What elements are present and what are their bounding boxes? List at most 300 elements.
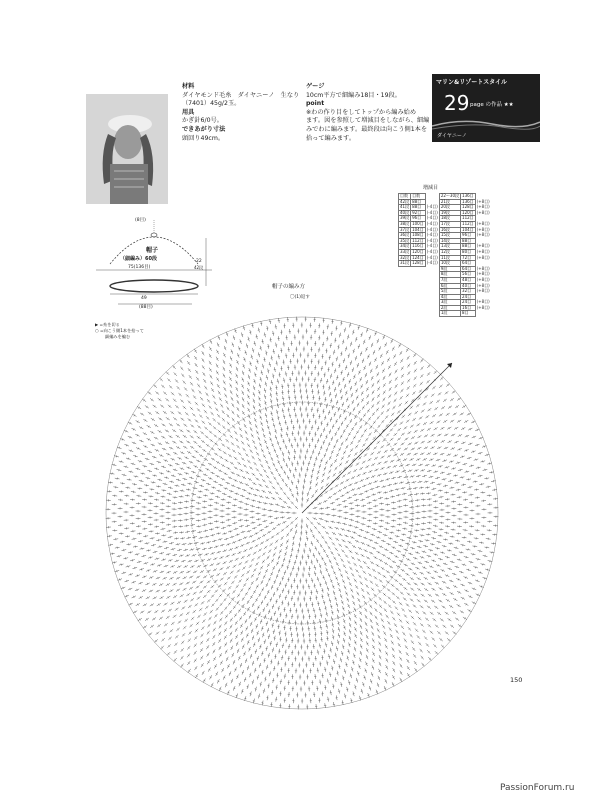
stitch-mark bbox=[274, 369, 276, 370]
table-cell: (+8目) bbox=[476, 282, 490, 288]
stitch-mark bbox=[399, 651, 401, 652]
stitch-mark bbox=[346, 572, 348, 573]
table-cell: (+8目) bbox=[476, 288, 490, 294]
table-cell: 34段 bbox=[400, 243, 410, 249]
stitch-mark bbox=[383, 399, 385, 401]
stitch-mark bbox=[227, 567, 228, 569]
stitch-mark bbox=[283, 416, 285, 417]
table-cell: 100目 bbox=[412, 220, 424, 226]
stitch-mark bbox=[281, 537, 283, 538]
chart-start-label: 〇(1)返す bbox=[290, 295, 310, 300]
table-cell: 80目 bbox=[461, 249, 476, 255]
table-cell: (-4目) bbox=[426, 243, 438, 249]
stitch-mark bbox=[306, 538, 308, 539]
stitch-mark bbox=[185, 424, 186, 426]
stitch-mark bbox=[212, 492, 213, 494]
stitch-mark bbox=[276, 492, 277, 494]
series-number: 29 bbox=[444, 91, 470, 115]
stitch-mark bbox=[419, 589, 420, 591]
table-cell: 6段 bbox=[439, 283, 460, 289]
stitch-mark bbox=[261, 567, 263, 568]
stitch-mark bbox=[312, 496, 314, 497]
stitch-mark bbox=[195, 441, 196, 443]
stitch-mark bbox=[361, 468, 362, 470]
stitch-mark bbox=[393, 656, 395, 657]
stitch-mark bbox=[438, 613, 439, 615]
stitch-mark bbox=[267, 371, 269, 372]
stitch-mark bbox=[256, 545, 257, 547]
stitch-mark bbox=[382, 406, 384, 407]
stitch-mark bbox=[401, 383, 403, 384]
table-cell: 31段 bbox=[400, 260, 410, 266]
stitch-mark bbox=[415, 594, 417, 596]
stitch-mark bbox=[136, 475, 137, 477]
stitch-mark bbox=[370, 606, 372, 607]
stitch-mark bbox=[276, 517, 277, 519]
stitch-mark bbox=[216, 453, 217, 455]
table-cell: 33段 bbox=[400, 248, 410, 254]
stitch-mark bbox=[421, 487, 422, 489]
stitch-mark bbox=[218, 392, 220, 393]
table-cell: 24目 bbox=[461, 294, 476, 300]
stitch-mark bbox=[405, 588, 407, 590]
stitch-mark bbox=[241, 470, 242, 472]
hat-bottom-label: 49 bbox=[141, 296, 147, 301]
stitch-mark bbox=[142, 548, 143, 550]
stitch-mark bbox=[275, 548, 277, 549]
table-cell: 136目 bbox=[462, 193, 474, 198]
stitch-mark bbox=[188, 488, 189, 490]
stitch-mark bbox=[218, 563, 219, 565]
stitch-mark bbox=[268, 467, 270, 468]
stitch-mark bbox=[375, 457, 376, 459]
table-cell: 88目 bbox=[461, 244, 476, 250]
stitch-mark bbox=[368, 525, 369, 527]
stitch-mark bbox=[273, 351, 275, 352]
stitch-mark bbox=[318, 523, 319, 525]
stitch-mark bbox=[198, 576, 199, 578]
legend-back-loop-2: 細編みを編む bbox=[105, 334, 131, 339]
table-cell: 11段 bbox=[439, 255, 460, 261]
stitch-mark bbox=[230, 496, 231, 498]
stitch-mark bbox=[356, 552, 357, 554]
gauge-text: 10cm平方で細編み18目・19段。 bbox=[306, 91, 401, 99]
stitch-mark bbox=[335, 655, 337, 656]
stitch-mark bbox=[226, 460, 227, 462]
table-cell: 35段 bbox=[400, 237, 410, 243]
stitch-mark bbox=[390, 566, 391, 568]
table-cell: 108目 bbox=[412, 232, 424, 238]
stitch-mark bbox=[344, 487, 345, 489]
materials-amount: （7401）45g/2玉。 bbox=[182, 100, 241, 108]
stitch-mark bbox=[323, 393, 325, 394]
stitch-mark bbox=[378, 395, 380, 396]
stitch-mark bbox=[176, 608, 177, 610]
stitch-mark bbox=[265, 353, 267, 354]
stitch-mark bbox=[395, 454, 396, 456]
stitch-mark bbox=[395, 378, 397, 379]
tools-heading: 用具 bbox=[182, 108, 195, 116]
stitch-mark bbox=[427, 539, 428, 541]
stitch-mark bbox=[251, 582, 253, 583]
stitch-mark bbox=[235, 498, 236, 500]
stitch-mark bbox=[397, 638, 399, 639]
stitch-mark bbox=[354, 437, 356, 438]
stitch-mark bbox=[177, 485, 178, 487]
stitch-mark bbox=[205, 387, 207, 388]
stitch-mark bbox=[274, 638, 276, 639]
stitch-mark bbox=[325, 620, 327, 621]
stitch-mark bbox=[445, 485, 446, 487]
table-cell: (+8目) bbox=[476, 299, 490, 305]
stitch-mark bbox=[335, 679, 337, 680]
stitch-mark bbox=[433, 415, 434, 417]
stitch-mark bbox=[279, 633, 281, 634]
point-line: みでわに編みます。最終段は向こう側1本を bbox=[306, 125, 428, 133]
stitch-mark bbox=[362, 555, 363, 557]
table-cell: 112目 bbox=[462, 215, 474, 221]
table-cell: 64目 bbox=[461, 261, 476, 267]
stitch-mark bbox=[320, 423, 322, 424]
table-cell: 112目 bbox=[412, 237, 424, 243]
stitch-mark bbox=[409, 443, 410, 445]
chart-title: 帽子の編み方 bbox=[272, 284, 306, 290]
table-cell: (+8目) bbox=[476, 271, 490, 277]
stitch-mark bbox=[339, 504, 340, 506]
table-cell: (+8目) bbox=[476, 254, 490, 260]
stitch-mark bbox=[349, 541, 350, 543]
hat-width-label: 75(136目) bbox=[128, 265, 151, 270]
stitch-mark bbox=[377, 402, 379, 403]
table-cell: 1段 bbox=[439, 311, 460, 317]
table-cell: (-4目) bbox=[426, 260, 438, 266]
stitch-mark bbox=[181, 595, 182, 597]
stitch-mark bbox=[207, 647, 209, 648]
stitch-mark bbox=[205, 530, 206, 532]
stitch-mark bbox=[254, 483, 255, 485]
stitch-mark bbox=[165, 603, 166, 605]
stitch-mark bbox=[367, 466, 368, 468]
stitch-mark bbox=[265, 520, 266, 522]
stitch-mark bbox=[219, 626, 221, 628]
stitch-mark bbox=[280, 429, 282, 430]
stitch-mark bbox=[141, 480, 142, 482]
stitch-mark bbox=[334, 558, 336, 559]
stitch-mark bbox=[218, 532, 219, 534]
stitch-mark bbox=[194, 536, 195, 538]
table-cell: 40段 bbox=[400, 209, 410, 215]
table-cell: (+8目) bbox=[476, 265, 490, 271]
stitch-mark bbox=[406, 438, 407, 440]
table-cell: (+8目) bbox=[476, 232, 490, 238]
table-cell: 104目 bbox=[412, 226, 424, 232]
stitch-mark bbox=[220, 619, 222, 620]
table-title: 増減目 bbox=[423, 185, 439, 191]
table-cell: 22〜30段 bbox=[440, 193, 460, 198]
table-cell: 目数 bbox=[399, 194, 411, 200]
stitch-mark bbox=[409, 432, 410, 434]
stitch-mark bbox=[160, 546, 161, 548]
hat-subtitle: （細編み）60段 bbox=[120, 256, 157, 262]
stitch-mark bbox=[191, 436, 192, 438]
table-cell: 12段 bbox=[439, 249, 460, 255]
stitch-mark bbox=[321, 487, 323, 488]
point-line: ます。図を参照して増減目をしながら、細編 bbox=[306, 117, 430, 125]
stitch-mark bbox=[323, 526, 324, 528]
stitch-mark bbox=[232, 405, 234, 406]
stitch-mark bbox=[281, 603, 283, 604]
stitch-mark bbox=[245, 432, 247, 433]
stitch-mark bbox=[250, 429, 252, 430]
table-cell: 88目 bbox=[411, 205, 426, 211]
stitch-mark bbox=[337, 673, 339, 674]
stitch-mark bbox=[210, 376, 212, 377]
stitch-mark bbox=[172, 412, 173, 414]
stitch-mark bbox=[194, 592, 195, 594]
stitch-mark bbox=[385, 461, 386, 463]
stitch-mark bbox=[293, 476, 295, 477]
stitch-mark bbox=[276, 620, 278, 621]
stitch-mark bbox=[170, 424, 171, 426]
stitch-mark bbox=[328, 388, 330, 389]
stitch-mark bbox=[167, 418, 168, 420]
table-cell: 17段 bbox=[439, 221, 460, 227]
table-cell: 104目 bbox=[462, 226, 474, 232]
stitch-mark bbox=[311, 562, 313, 563]
table-cell: 41段 bbox=[400, 204, 410, 210]
stitch-mark bbox=[326, 532, 327, 534]
stitch-mark bbox=[415, 583, 416, 585]
stitch-mark bbox=[457, 540, 458, 542]
stitch-mark bbox=[330, 376, 332, 377]
stitch-mark bbox=[412, 588, 413, 590]
stitch-mark bbox=[352, 477, 353, 479]
stitch-mark bbox=[463, 484, 464, 486]
stitch-mark bbox=[383, 392, 385, 393]
stitch-mark bbox=[333, 352, 335, 353]
stitch-mark bbox=[404, 533, 405, 535]
stitch-mark bbox=[259, 573, 261, 574]
stitch-mark bbox=[187, 582, 188, 584]
stitch-mark bbox=[266, 486, 267, 488]
stitch-mark bbox=[273, 668, 275, 669]
stitch-mark bbox=[337, 538, 338, 540]
stitch-mark bbox=[277, 626, 279, 627]
materials-heading: 材料 bbox=[182, 83, 195, 90]
table-cell: (+8目) bbox=[476, 209, 490, 215]
stitch-mark bbox=[178, 424, 179, 426]
stitch-mark bbox=[158, 604, 159, 606]
stitch-mark bbox=[435, 428, 436, 430]
stitch-mark bbox=[422, 429, 423, 431]
table-cell: (-4目) bbox=[426, 204, 438, 210]
stitch-mark bbox=[377, 565, 378, 567]
stitch-mark bbox=[169, 609, 170, 611]
table-cell: (-4目) bbox=[426, 220, 438, 226]
stitch-mark bbox=[165, 541, 166, 543]
stitch-mark bbox=[242, 598, 244, 599]
series-yarn-name: ダイヤニーノ bbox=[437, 133, 467, 139]
stitch-mark bbox=[439, 541, 440, 543]
table-cell: 64目 bbox=[461, 266, 476, 272]
table-cell: 18段 bbox=[439, 216, 460, 222]
table-cell: (+8目) bbox=[476, 198, 490, 204]
stitch-mark bbox=[427, 416, 428, 418]
stitch-mark bbox=[451, 542, 452, 544]
stitch-mark bbox=[347, 578, 349, 579]
stitch-mark bbox=[385, 491, 386, 493]
stitch-mark bbox=[392, 496, 393, 498]
stitch-mark bbox=[378, 636, 380, 637]
table-cell: 15段 bbox=[439, 233, 460, 239]
stitch-mark bbox=[257, 453, 259, 454]
stitch-mark bbox=[375, 617, 377, 618]
stitch-mark bbox=[269, 364, 271, 365]
stitch-mark bbox=[287, 579, 289, 580]
point-line: ※わの作り目をしてトップから編み始め bbox=[306, 108, 417, 116]
stitch-mark bbox=[255, 447, 257, 448]
table-cell: 56目 bbox=[461, 272, 476, 278]
stitch-mark bbox=[321, 596, 323, 597]
stitch-mark bbox=[168, 596, 169, 598]
stitch-mark bbox=[221, 568, 222, 570]
table-cell: 32目 bbox=[461, 289, 476, 295]
table-cell: (+8目) bbox=[476, 243, 490, 249]
table-cell: 32段 bbox=[400, 254, 410, 260]
stitch-mark bbox=[374, 528, 375, 530]
stitch-mark bbox=[270, 662, 272, 663]
stitch-mark bbox=[287, 534, 289, 535]
stitch-mark bbox=[331, 668, 333, 669]
table-cell: 96目 bbox=[461, 233, 476, 239]
table-cell: 120目 bbox=[412, 248, 424, 254]
stitch-mark bbox=[277, 405, 279, 406]
table-cell: 3段 bbox=[439, 300, 460, 306]
table-cell: (-4目) bbox=[426, 215, 438, 221]
stitch-mark bbox=[147, 542, 148, 544]
stitch-mark bbox=[258, 537, 259, 539]
stitch-mark bbox=[395, 443, 396, 445]
stitch-mark bbox=[351, 502, 352, 504]
stitch-mark bbox=[327, 369, 329, 370]
table-cell: 136目 bbox=[462, 198, 474, 204]
table-cell: 7段 bbox=[439, 277, 460, 283]
table-cell: (-4目) bbox=[426, 226, 438, 232]
stitch-mark bbox=[250, 547, 251, 549]
stitch-mark bbox=[371, 627, 373, 628]
table-cell: 116目 bbox=[412, 243, 424, 249]
table-cell: (+8目) bbox=[476, 220, 490, 226]
table-cell: 5段 bbox=[439, 289, 460, 295]
stitch-mark bbox=[246, 593, 248, 594]
size-value: 頭回り49cm。 bbox=[182, 134, 225, 142]
stitch-mark bbox=[319, 609, 321, 610]
table-cell: 112目 bbox=[462, 220, 474, 226]
stitch-mark bbox=[230, 626, 232, 627]
materials-yarn: ダイヤモンド毛糸 ダイヤニーノ 生なり bbox=[182, 91, 300, 99]
table-cell: (+8目) bbox=[476, 204, 490, 210]
stitch-mark bbox=[389, 396, 391, 397]
hat-height-label: 22 bbox=[196, 259, 202, 264]
stitch-mark bbox=[389, 389, 391, 390]
stitch-mark bbox=[425, 600, 426, 602]
table-cell: 16段 bbox=[439, 227, 460, 233]
stitch-mark bbox=[208, 581, 209, 583]
stitch-mark bbox=[172, 602, 173, 604]
stitch-mark bbox=[382, 568, 383, 570]
stitch-mark bbox=[427, 486, 428, 488]
stitch-mark bbox=[272, 376, 274, 377]
gauge-heading: ゲージ bbox=[306, 83, 325, 90]
stitch-mark bbox=[408, 583, 409, 585]
stitch-mark bbox=[171, 542, 172, 544]
stitch-mark bbox=[158, 485, 159, 487]
stitch-mark bbox=[176, 537, 177, 539]
tools-value: かぎ針6/0号。 bbox=[182, 117, 223, 125]
stitch-mark bbox=[285, 422, 287, 423]
table-cell: 92目 bbox=[411, 210, 426, 216]
table-cell: 13段 bbox=[439, 244, 460, 250]
stitch-mark bbox=[425, 435, 426, 437]
stitch-mark bbox=[422, 534, 423, 536]
stitch-mark bbox=[409, 488, 410, 490]
stitch-mark bbox=[352, 596, 354, 597]
stitch-mark bbox=[391, 642, 393, 643]
table-cell: (+8目) bbox=[476, 248, 490, 254]
stitch-mark bbox=[236, 558, 237, 560]
stitch-mark bbox=[276, 469, 278, 470]
table-cell: 2段 bbox=[439, 305, 460, 311]
stitch-mark bbox=[165, 483, 166, 485]
stitch-mark bbox=[416, 442, 417, 444]
hat-bottom-label2: (88目) bbox=[139, 305, 153, 310]
stitch-mark bbox=[331, 364, 333, 365]
table-cell: 14段 bbox=[439, 238, 460, 244]
stitch-mark bbox=[269, 674, 271, 675]
stitch-mark bbox=[153, 481, 154, 483]
table-cell: (-4目) bbox=[426, 248, 438, 254]
stitch-mark bbox=[177, 589, 178, 591]
table-cell: 40目 bbox=[461, 283, 476, 289]
stitch-mark bbox=[242, 605, 244, 606]
stitch-mark bbox=[201, 649, 203, 650]
table-cell: 24目 bbox=[461, 300, 476, 306]
stitch-mark bbox=[445, 538, 446, 540]
stitch-mark bbox=[146, 484, 147, 486]
stitch-mark bbox=[224, 630, 226, 631]
stitch-mark bbox=[231, 398, 233, 399]
table-cell: 38段 bbox=[400, 220, 410, 226]
stitch-mark bbox=[372, 406, 374, 407]
hat-top-label: (8目) bbox=[135, 218, 146, 223]
stitch-mark bbox=[431, 422, 432, 424]
stitch-mark bbox=[405, 448, 406, 450]
stitch-mark bbox=[357, 432, 359, 433]
stitch-mark bbox=[296, 487, 298, 488]
stitch-mark bbox=[382, 456, 383, 458]
stitch-mark bbox=[398, 644, 400, 645]
stitch-mark bbox=[194, 581, 195, 583]
stitch-mark bbox=[232, 419, 234, 420]
stitch-mark bbox=[279, 615, 281, 616]
stitch-mark bbox=[253, 522, 254, 524]
table-cell: 8段 bbox=[439, 272, 460, 278]
stitch-mark bbox=[328, 656, 330, 657]
stitch-mark bbox=[226, 616, 228, 618]
table-cell: (-4目) bbox=[426, 209, 438, 215]
stitch-mark bbox=[326, 406, 328, 407]
stitch-mark bbox=[181, 430, 182, 432]
